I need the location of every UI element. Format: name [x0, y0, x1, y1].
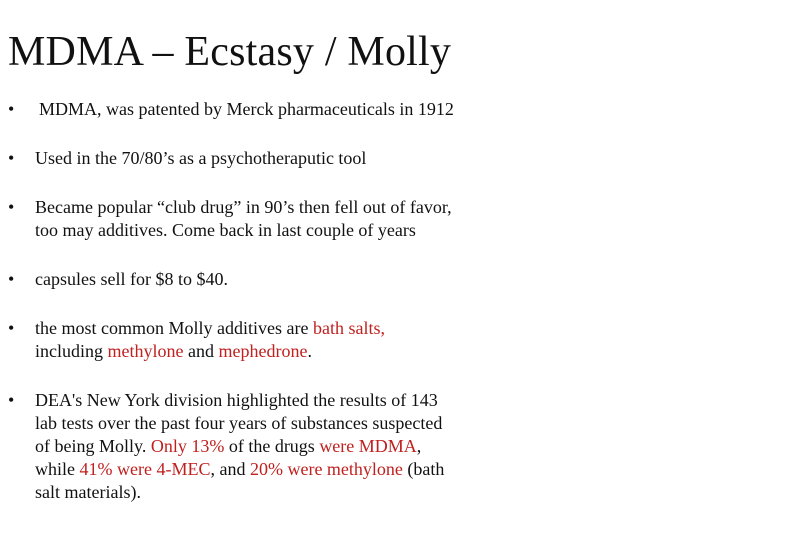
bullet-text: of the drugs — [224, 436, 320, 456]
bullet-icon: • — [8, 269, 15, 289]
bullet-item-dea-tests — [8, 389, 568, 504]
bullet-list — [8, 98, 568, 504]
highlight-only-13: Only 13% — [150, 436, 225, 456]
bullet-icon: • — [8, 390, 15, 410]
highlight-mephedrone: mephedrone — [218, 341, 308, 361]
highlight-bath-salts: bath salts, — [312, 318, 385, 338]
bullet-item-psychotherapy — [8, 147, 568, 170]
bullet-text-line: salt materials). — [35, 482, 141, 502]
bullet-icon: • — [8, 318, 15, 338]
bullet-text: the most common Molly additives are — [35, 318, 313, 338]
bullet-text: and — [183, 341, 219, 361]
bullet-icon: • — [8, 99, 15, 119]
highlight-were-mdma: were MDMA — [319, 436, 417, 456]
bullet-item-club-drug — [8, 196, 568, 242]
bullet-text: of being Molly. — [35, 436, 151, 456]
bullet-item-additives — [8, 317, 568, 363]
bullet-item-price — [8, 268, 568, 291]
highlight-methylone: methylone — [107, 341, 184, 361]
bullet-text: (bath — [402, 459, 445, 479]
bullet-text-line: lab tests over the past four years of substances suspected — [35, 413, 443, 433]
bullet-text: , and — [210, 459, 250, 479]
slide-title: MDMA – Ecstasy / Molly — [8, 29, 452, 75]
bullet-icon: • — [8, 197, 15, 217]
bullet-text: . — [307, 341, 312, 361]
bullet-icon: • — [8, 148, 15, 168]
bullet-text: including — [35, 341, 108, 361]
bullet-text-line: DEA's New York division highlighted the results of 143 — [35, 390, 438, 410]
highlight-4-mec: 41% were 4-MEC — [79, 459, 211, 479]
bullet-text: MDMA, was patented by Merck pharmaceuticals in 1912 — [39, 99, 454, 119]
bullet-text: , — [416, 436, 422, 456]
bullet-text: while — [35, 459, 80, 479]
bullet-text: capsules sell for $8 to $40. — [35, 269, 228, 289]
bullet-text-line: too may additives. Come back in last couple of years — [35, 220, 416, 240]
bullet-text-line: Became popular “club drug” in 90’s then fell out of favor, — [35, 197, 452, 217]
bullet-item-patent — [8, 98, 568, 121]
bullet-text: Used in the 70/80’s as a psychotheraputic tool — [35, 148, 367, 168]
highlight-20-methylone: 20% were methylone — [249, 459, 403, 479]
